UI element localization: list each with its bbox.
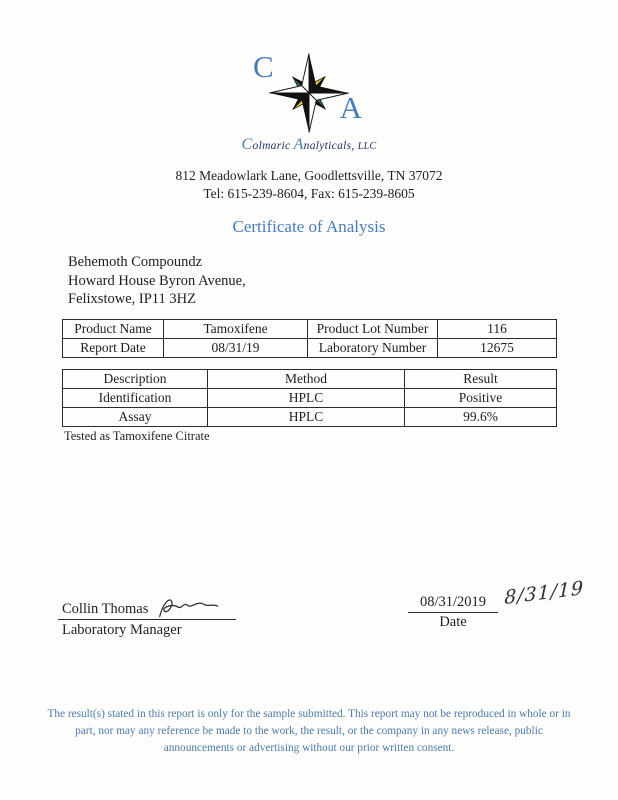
signer-area <box>58 592 236 639</box>
customer-address-block <box>68 253 618 309</box>
disclaimer-line-1: The result(s) stated in this report is only for the sample submitted. This report may not be reproduced in whole or in <box>47 708 571 720</box>
results-table <box>62 369 557 427</box>
company-name-part2: nalyticals, <box>303 140 358 152</box>
document-title: Certificate of Analysis <box>232 217 386 236</box>
assay-label: Assay <box>63 407 208 426</box>
company-logo <box>0 0 618 154</box>
customer-city: Felixstowe, IP11 3HZ <box>68 291 196 307</box>
header-method: Method <box>208 369 405 388</box>
report-date-label: Report Date <box>63 338 164 357</box>
date-area <box>408 577 585 631</box>
logo-mark <box>224 50 394 140</box>
logo-letter-a: A <box>339 90 362 125</box>
product-name-label: Product Name <box>63 319 164 338</box>
identification-method: HPLC <box>208 388 405 407</box>
report-date-value: 08/31/19 <box>164 338 308 357</box>
assay-result: 99.6% <box>405 407 557 426</box>
identification-label: Identification <box>63 388 208 407</box>
header-result: Result <box>405 369 557 388</box>
logo-letter-c: C <box>253 49 274 84</box>
company-name-llc: LLC <box>357 141 377 152</box>
address-line-1: 812 Meadowlark Lane, Goodlettsville, TN 37072 <box>175 168 443 183</box>
disclaimer-line-2: part, nor may any reference be made to the work, the result, or the company in any news release, public <box>75 725 543 737</box>
lot-number-label: Product Lot Number <box>308 319 438 338</box>
tested-as-note: Tested as Tamoxifene Citrate <box>64 428 210 443</box>
lot-number-value: 116 <box>438 319 557 338</box>
identification-result: Positive <box>405 388 557 407</box>
date-label: Date <box>439 614 467 630</box>
assay-method: HPLC <box>208 407 405 426</box>
disclaimer-line-3: announcements or advertising without our prior written consent. <box>163 742 455 754</box>
handwritten-date: 8/31/19 <box>504 577 585 609</box>
handwritten-signature <box>152 594 222 620</box>
signer-name: Collin Thomas <box>62 601 149 617</box>
company-name-a: A <box>293 136 304 153</box>
signature-line <box>58 592 236 620</box>
company-name-part1: olmaric <box>252 140 294 152</box>
date-typed: 08/31/2019 <box>408 594 498 613</box>
product-name-value: Tamoxifene <box>164 319 308 338</box>
table-row <box>63 319 557 338</box>
lab-number-label: Laboratory Number <box>308 338 438 357</box>
lab-number-value: 12675 <box>438 338 557 357</box>
table-row <box>63 338 557 357</box>
disclaimer <box>0 706 618 757</box>
product-info-table <box>62 319 557 358</box>
table-row <box>63 407 557 426</box>
address-line-2: Tel: 615-239-8604, Fax: 615-239-8605 <box>203 186 415 201</box>
customer-name: Behemoth Compoundz <box>68 254 203 270</box>
signer-title: Laboratory Manager <box>62 622 182 638</box>
customer-street: Howard House Byron Avenue, <box>68 272 246 289</box>
table-row <box>63 388 557 407</box>
company-address <box>0 167 618 203</box>
company-name-c: C <box>241 136 253 153</box>
header-description: Description <box>63 369 208 388</box>
results-header-row <box>63 369 557 388</box>
